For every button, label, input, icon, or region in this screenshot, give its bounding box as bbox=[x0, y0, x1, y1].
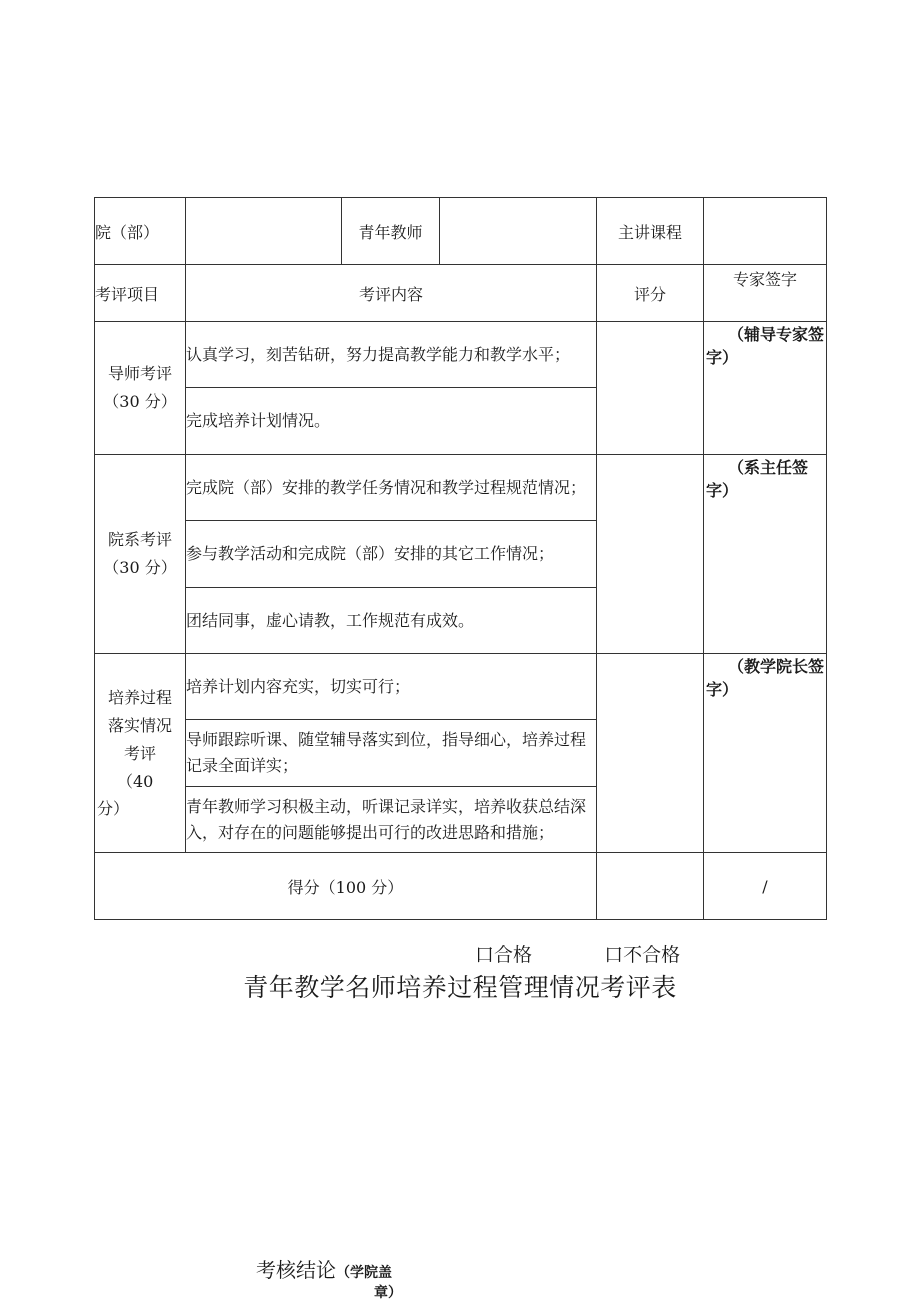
section-title-line: 导师考评 bbox=[107, 364, 172, 383]
teacher-label: 青年教师 bbox=[342, 198, 440, 265]
dept-label: 院（部） bbox=[95, 198, 186, 265]
section-row bbox=[95, 654, 827, 720]
score-cell[interactable] bbox=[597, 455, 704, 654]
page-title bbox=[0, 968, 920, 1004]
section-title-line: 考评 bbox=[123, 744, 156, 763]
section-row bbox=[95, 455, 827, 521]
section-title-line: 院系考评 bbox=[107, 530, 172, 549]
signature-note: （教学院长签 bbox=[728, 657, 825, 676]
course-value-cell[interactable] bbox=[704, 198, 827, 265]
signature-cell[interactable] bbox=[704, 654, 827, 853]
signature-cell[interactable] bbox=[704, 455, 827, 654]
signature-note: 字） bbox=[706, 348, 739, 367]
section-title-line: 落实情况 bbox=[107, 716, 172, 735]
content-item: 青年教师学习积极主动，听课记录详实，培养收获总结深入，对存在的问题能够提出可行的改进思路和措施； bbox=[186, 787, 597, 853]
signature-note: （辅导专家签 bbox=[728, 325, 825, 344]
col-item-header: 考评项目 bbox=[95, 265, 186, 322]
total-score-cell[interactable] bbox=[597, 853, 704, 920]
fail-checkbox-option[interactable]: 口不合格 bbox=[604, 944, 681, 966]
section-title-line: （40 bbox=[117, 772, 154, 791]
pass-checkbox-option[interactable]: 口合格 bbox=[475, 944, 533, 966]
content-item: 团结同事，虚心请教，工作规范有成效。 bbox=[186, 588, 597, 654]
score-cell[interactable] bbox=[597, 322, 704, 455]
signature-note: 字） bbox=[706, 481, 739, 500]
signature-note: （系主任签 bbox=[728, 458, 809, 477]
col-score-header: 评分 bbox=[597, 265, 704, 322]
section-title-line: （30 分） bbox=[103, 558, 177, 577]
teacher-value-cell[interactable] bbox=[440, 198, 597, 265]
signature-note: 字） bbox=[706, 680, 739, 699]
content-item: 认真学习，刻苦钻研，努力提高教学能力和教学水平； bbox=[186, 322, 597, 388]
column-header-row bbox=[95, 265, 827, 322]
page-title-text: 青年教学名师培养过程管理情况考评表 bbox=[243, 973, 677, 1002]
section-title bbox=[95, 455, 186, 654]
header-info-row bbox=[95, 198, 827, 265]
section-row bbox=[95, 322, 827, 388]
total-label: 得分（100 分） bbox=[95, 853, 597, 920]
signature-cell[interactable] bbox=[704, 322, 827, 455]
conclusion bbox=[256, 1254, 402, 1301]
content-item: 培养计划内容充实，切实可行； bbox=[186, 654, 597, 720]
stamp-note: 章） bbox=[374, 1285, 402, 1301]
score-cell[interactable] bbox=[597, 654, 704, 853]
total-row bbox=[95, 853, 827, 920]
col-content-header: 考评内容 bbox=[186, 265, 597, 322]
evaluation-form-table bbox=[94, 197, 827, 920]
dept-value-cell[interactable] bbox=[186, 198, 342, 265]
section-title bbox=[95, 654, 186, 853]
content-item: 完成培养计划情况。 bbox=[186, 388, 597, 455]
conclusion-label: 考核结论 bbox=[256, 1258, 336, 1282]
result-options bbox=[475, 940, 680, 967]
content-item: 完成院（部）安排的教学任务情况和教学过程规范情况； bbox=[186, 455, 597, 521]
content-item: 参与教学活动和完成院（部）安排的其它工作情况； bbox=[186, 521, 597, 588]
stamp-note: （学院盖 bbox=[336, 1265, 392, 1281]
total-signature-slash: / bbox=[704, 853, 827, 920]
section-title-line: 培养过程 bbox=[107, 688, 172, 707]
section-title bbox=[95, 322, 186, 455]
section-title-line: 分） bbox=[97, 799, 130, 818]
course-label: 主讲课程 bbox=[597, 198, 704, 265]
content-item: 导师跟踪听课、随堂辅导落实到位，指导细心，培养过程记录全面详实； bbox=[186, 720, 597, 787]
section-title-line: （30 分） bbox=[103, 392, 177, 411]
col-signature-header: 专家签字 bbox=[704, 265, 827, 322]
